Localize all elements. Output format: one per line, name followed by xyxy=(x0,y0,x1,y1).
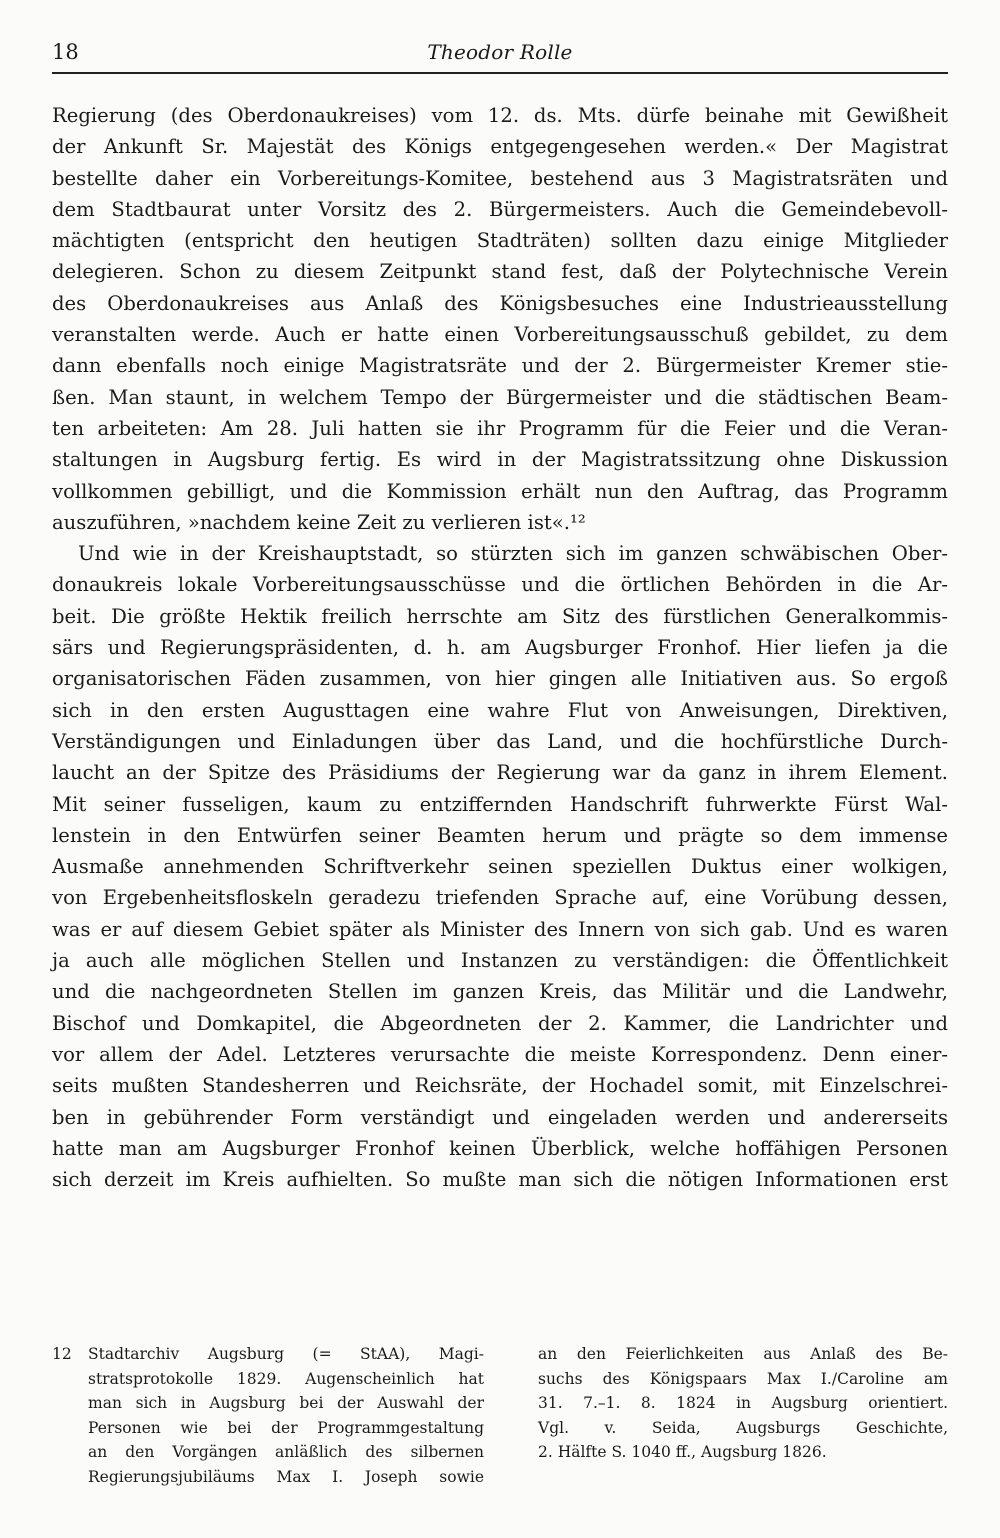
footnote-line: stratsprotokolle 1829. Augenscheinlich hat xyxy=(88,1369,484,1388)
footnote-line: suchs des Königspaars Max I./Caroline am xyxy=(538,1369,948,1388)
footnote-line: an den Vorgängen anläßlich des silbernen xyxy=(88,1443,484,1462)
footnote-line: Vgl. v. Seida, Augsburgs Geschichte, xyxy=(538,1418,948,1437)
text-line: und die nachgeordneten Stellen im ganzen Kreis, das Militär und die Landwehr, xyxy=(52,980,948,1004)
text-line: mächtigten (entspricht den heutigen Stadträten) sollten dazu einige Mitglieder xyxy=(52,229,948,253)
text-line: ten arbeiteten: Am 28. Juli hatten sie ihr Programm für die Feier und die Veran- xyxy=(52,416,948,440)
footnote-number: 12 xyxy=(52,1345,72,1363)
footnote-column-left xyxy=(52,1342,484,1490)
text-line: delegieren. Schon zu diesem Zeitpunkt stand fest, daß der Polytechnische Verein xyxy=(52,260,948,284)
footnote-line: an den Feierlichkeiten aus Anlaß des Be- xyxy=(538,1345,948,1363)
footnote-line: man sich in Augsburg bei der Auswahl der xyxy=(88,1394,484,1413)
text-line: sich derzeit im Kreis aufhielten. So mußte man sich die nötigen Informationen erst xyxy=(52,1168,948,1192)
footnote-line: Regierungsjubiläums Max I. Joseph sowie xyxy=(88,1467,484,1486)
text-line: ja auch alle möglichen Stellen und Instanzen zu verständigen: die Öffentlichkeit xyxy=(52,949,948,973)
text-line: sich in den ersten Augusttagen eine wahre Flut von Anweisungen, Direktiven, xyxy=(52,698,948,722)
page-number: 18 xyxy=(52,40,79,64)
text-line: särs und Regierungspräsidenten, d. h. am Augsburger Fronhof. Hier liefen ja die xyxy=(52,636,948,660)
footnote-column-right xyxy=(538,1342,948,1465)
footnote-line: Personen wie bei der Programmgestaltung xyxy=(88,1418,484,1437)
running-head: Theodor Rolle xyxy=(427,40,573,64)
body-text xyxy=(52,100,948,1195)
text-line: bestellte daher ein Vorbereitungs-Komitee, bestehend aus 3 Magistratsräten und xyxy=(52,166,948,190)
text-line: Regierung (des Oberdonaukreises) vom 12. ds. Mts. dürfe beinahe mit Gewißheit xyxy=(52,104,948,127)
text-line: ben in gebührender Form verständigt und eingeladen werden und andererseits xyxy=(52,1105,948,1129)
text-line: seits mußten Standesherren und Reichsräte, der Hochadel somit, mit Einzelschrei- xyxy=(52,1074,948,1098)
text-line: vollkommen gebilligt, und die Kommission erhält nun den Auftrag, das Programm xyxy=(52,479,948,503)
text-line-with-footnote-ref: auszuführen, »nachdem keine Zeit zu verlieren ist«.¹² xyxy=(52,510,586,534)
text-line: Ausmaße annehmenden Schriftverkehr seinen speziellen Duktus einer wolkigen, xyxy=(52,855,948,879)
text-line: Verständigungen und Einladungen über das Land, und die hochfürstliche Durch- xyxy=(52,729,948,753)
text-line: dem Stadtbaurat unter Vorsitz des 2. Bürgermeisters. Auch die Gemeindebevoll- xyxy=(52,197,948,221)
text-line: was er auf diesem Gebiet später als Minister des Innern von sich gab. Und es waren xyxy=(52,917,948,941)
footnote-line: Stadtarchiv Augsburg (= StAA), Magi- xyxy=(88,1345,484,1363)
text-line: lenstein in den Entwürfen seiner Beamten herum und prägte so dem immense xyxy=(52,823,948,847)
page-header xyxy=(52,38,948,74)
text-line: laucht an der Spitze des Präsidiums der Regierung war da ganz in ihrem Element. xyxy=(52,761,948,785)
text-line: ßen. Man staunt, in welchem Tempo der Bürgermeister und die städtischen Beam- xyxy=(52,385,948,409)
text-line: Bischof und Domkapitel, die Abgeordneten der 2. Kammer, die Landrichter und xyxy=(52,1011,948,1035)
text-line: staltungen in Augsburg fertig. Es wird in der Magistratssitzung ohne Diskussion xyxy=(52,448,948,472)
text-line: von Ergebenheitsfloskeln geradezu triefenden Sprache auf, eine Vorübung dessen, xyxy=(52,886,948,910)
text-line: der Ankunft Sr. Majestät des Königs entgegengesehen werden.« Der Magistrat xyxy=(52,135,948,159)
text-line: beit. Die größte Hektik freilich herrschte am Sitz des fürstlichen Generalkommis- xyxy=(52,604,948,628)
text-line: veranstalten werde. Auch er hatte einen Vorbereitungsausschuß gebildet, zu dem xyxy=(52,323,948,347)
footnote-line: 2. Hälfte S. 1040 ff., Augsburg 1826. xyxy=(538,1443,827,1462)
text-line: Mit seiner fusseligen, kaum zu entziffernden Handschrift fuhrwerkte Fürst Wal- xyxy=(52,792,948,816)
footnote-line: 31. 7.–1. 8. 1824 in Augsburg orientiert. xyxy=(538,1394,948,1413)
paragraph-start-line: Und wie in der Kreishauptstadt, so stürzten sich im ganzen schwäbischen Ober- xyxy=(78,542,948,566)
text-line: des Oberdonaukreises aus Anlaß des Königsbesuches eine Industrieausstellung xyxy=(52,291,948,315)
text-line: dann ebenfalls noch einige Magistratsräte und der 2. Bürgermeister Kremer stie- xyxy=(52,354,948,378)
text-line: vor allem der Adel. Letzteres verursachte die meiste Korrespondenz. Denn einer- xyxy=(52,1042,948,1066)
text-line: donaukreis lokale Vorbereitungsausschüsse und die örtlichen Behörden in die Ar- xyxy=(52,573,948,597)
text-line: organisatorischen Fäden zusammen, von hier gingen alle Initiativen aus. So ergoß xyxy=(52,667,948,691)
text-line: hatte man am Augsburger Fronhof keinen Überblick, welche hoffähigen Personen xyxy=(52,1136,948,1160)
